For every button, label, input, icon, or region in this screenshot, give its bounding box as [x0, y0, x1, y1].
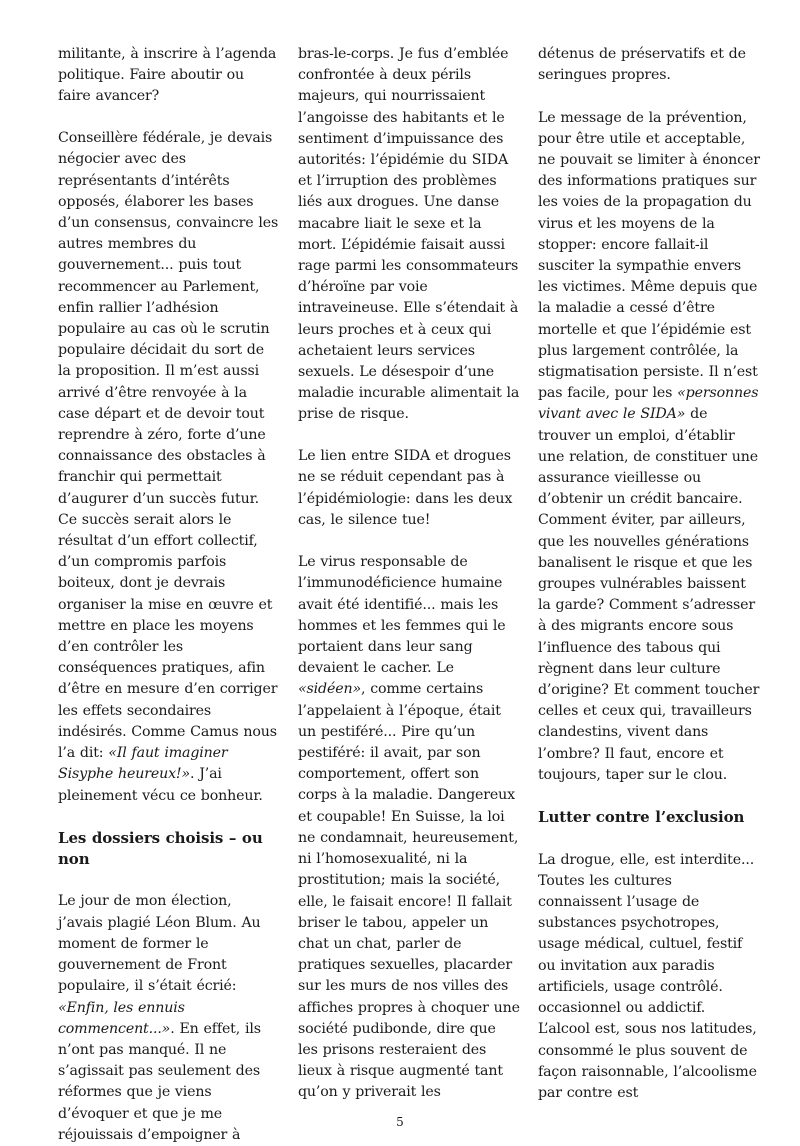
paragraph: détenus de préservatifs et de seringues propres. [538, 46, 746, 84]
paragraph-text: Le message de la prévention, pour être utile et acceptable, ne pouvait se limiter à énoncer des informations pratiques sur les voies de la propagation du virus et les moyens de la stopper: encore fallait-il susciter la sympathie envers les victimes. Même depuis que la maladie a cessé d’être mortelle et que l’épidémie est plus largement contrôlée, la stigmatisation persiste. Il n’est pas facile, pour les [538, 109, 760, 402]
paragraph: militante, à inscrire à l’agenda politique. Faire aboutir ou faire avancer? [58, 46, 277, 105]
section-heading-dossiers: Les dossiers choisis – ou non [58, 828, 263, 869]
sideen-quote: «sidéen» [298, 681, 361, 698]
paragraph: Le lien entre SIDA et drogues ne se réduit cependant pas à l’épidémiologie: dans les deux cas, le silence tue! [298, 448, 513, 528]
paragraph [538, 108, 760, 787]
paragraph-text: Conseillère fédérale, je devais négocier avec des représentants d’intérêts opposés, élaborer les bases d’un consensus, convaincre les autres membres du gouvernement... puis tout recommencer au Parlement, enfin rallier l’adhésion populaire au cas où le scrutin populaire décidait du sort de la proposition. Il m’est aussi arrivé d’être renvoyée à la case départ et de devoir tout reprendre à zéro, forte d’une connaissance des obstacles à franchir qui permettait d’augurer d’un succès futur. Ce succès serait alors le résultat d’un effort collectif, d’un compromis parfois boiteux, dont je devrais organiser la mise en œuvre et mettre en place les moyens d’en contrôler les conséquences pratiques, afin d’être en mesure d’en corriger les effets secondaires indésirés. Comme Camus nous l’a dit: [58, 130, 279, 762]
paragraph-text: . En effet, ils n’ont pas manqué. Il ne s’agissait pas seulement des réformes que je viens d’évoquer et que je me réjouissais d’empoigner à [58, 1020, 261, 1143]
blum-quote: «Enfin, les ennuis commencent...» [58, 999, 185, 1037]
paragraph [58, 891, 280, 1145]
paragraph-text: . J’ai pleinement vécu ce bonheur. [58, 766, 263, 804]
page-number: 5 [396, 1115, 404, 1129]
paragraph: bras-le-corps. Je fus d’emblée confrontée à deux périls majeurs, qui nourrissaient l’angoisse des habitants et le sentiment d’impuissance des autorités: l’épidémie du SIDA et l’irruption des problèmes liés aux drogues. Une danse macabre liait le sexe et la mort. L’épidémie faisait aussi rage parmi les consommateurs d’héroïne par voie intraveineuse. Elle s’étendait à leurs proches et à ceux qui achetaient leurs services sexuels. Le désespoir d’une maladie incurable alimentait la prise de risque. [298, 46, 520, 423]
paragraph: La drogue, elle, est interdite... Toutes les cultures connaissent l’usage de substances psychotropes, usage médical, cultuel, festif ou invitation aux paradis artificiels, usage contrôlé. occasionnel ou addictif. L’alcool est, sous nos latitudes, consommé le plus souvent de façon raisonnable, l’alcoolisme par contre est [538, 851, 757, 1101]
text-column-right [538, 44, 760, 1104]
paragraph: Le virus responsable de l’immunodéficience humaine avait été identifié... mais les hommes et les femmes qui le portaient dans leur sang devaient le cacher. Le «sidéen», comme certains l’appelaient à l’époque, était un pestiféré... Pire qu’un pestiféré: il avait, par son comportement, offert son corps à la maladie. Dangereux et coupable! En Suisse, la loi ne condamnait, heureusement, ni l’homosexualité, ni la prostitution; mais la société, elle, le faisait encore! Il fallait briser le tabou, appeler un chat un chat, parler de pratiques sexuelles, placarder sur les murs de nos villes des affiches propres à choquer une société pudibonde, dire que les prisons resteraient des lieux à risque augmenté tant qu’on y priverait les [298, 554, 520, 1101]
paragraph-text: Le jour de mon élection, j’avais plagié Léon Blum. Au moment de former le gouvernement de Front populaire, il s’était écrié: [58, 893, 261, 995]
text-column-left [58, 44, 280, 1146]
section-heading-exclusion: Lutter contre l’exclusion [538, 808, 745, 827]
camus-quote: «Il faut imaginer Sisyphe heureux!» [58, 745, 228, 783]
paragraph-text: Le virus responsable de l’immunodéficience humaine avait été identifié... mais les hommes et les femmes qui le portaient dans leur sang devaient le cacher. [298, 554, 506, 677]
text-column-middle [298, 44, 520, 1104]
paragraph-text: de trouver un emploi, d’établir une relation, de constituer une assurance vieillesse ou d’obtenir un crédit bancaire. Comment éviter, par ailleurs, que les nouvelles générations banalisent le risque et que les groupes vulnérables baissent la garde? Comment s’adresser à des migrants encore sous l’influence des tabous qui règnent dans leur culture d’origine? Et comment toucher celles et ceux qui, travailleurs clandestins, vivent dans l’ombre? Il faut, encore et toujours, taper sur le clou. [538, 406, 760, 783]
paragraph-text: , comme certains l’appelaient à l’époque, était un pestiféré... Pire qu’un pestiféré: il avait, par son comportement, offert son corps à la maladie. Dangereux et coupable! En Suisse, la loi ne condamnait, heureusement, ni l’homosexualité, ni la prostitution; mais la société, elle, le faisait encore! Il fallait briser le tabou, appeler un chat un chat, parler de pratiques sexuelles, placarder sur les murs de nos villes des affiches propres à choquer une société pudibonde, dire que les prisons resteraient des lieux à risque augmenté tant qu’on y priverait les [298, 681, 520, 1101]
pvvs-quote: «personnes vivant avec le SIDA» [538, 385, 759, 423]
paragraph [58, 128, 280, 807]
